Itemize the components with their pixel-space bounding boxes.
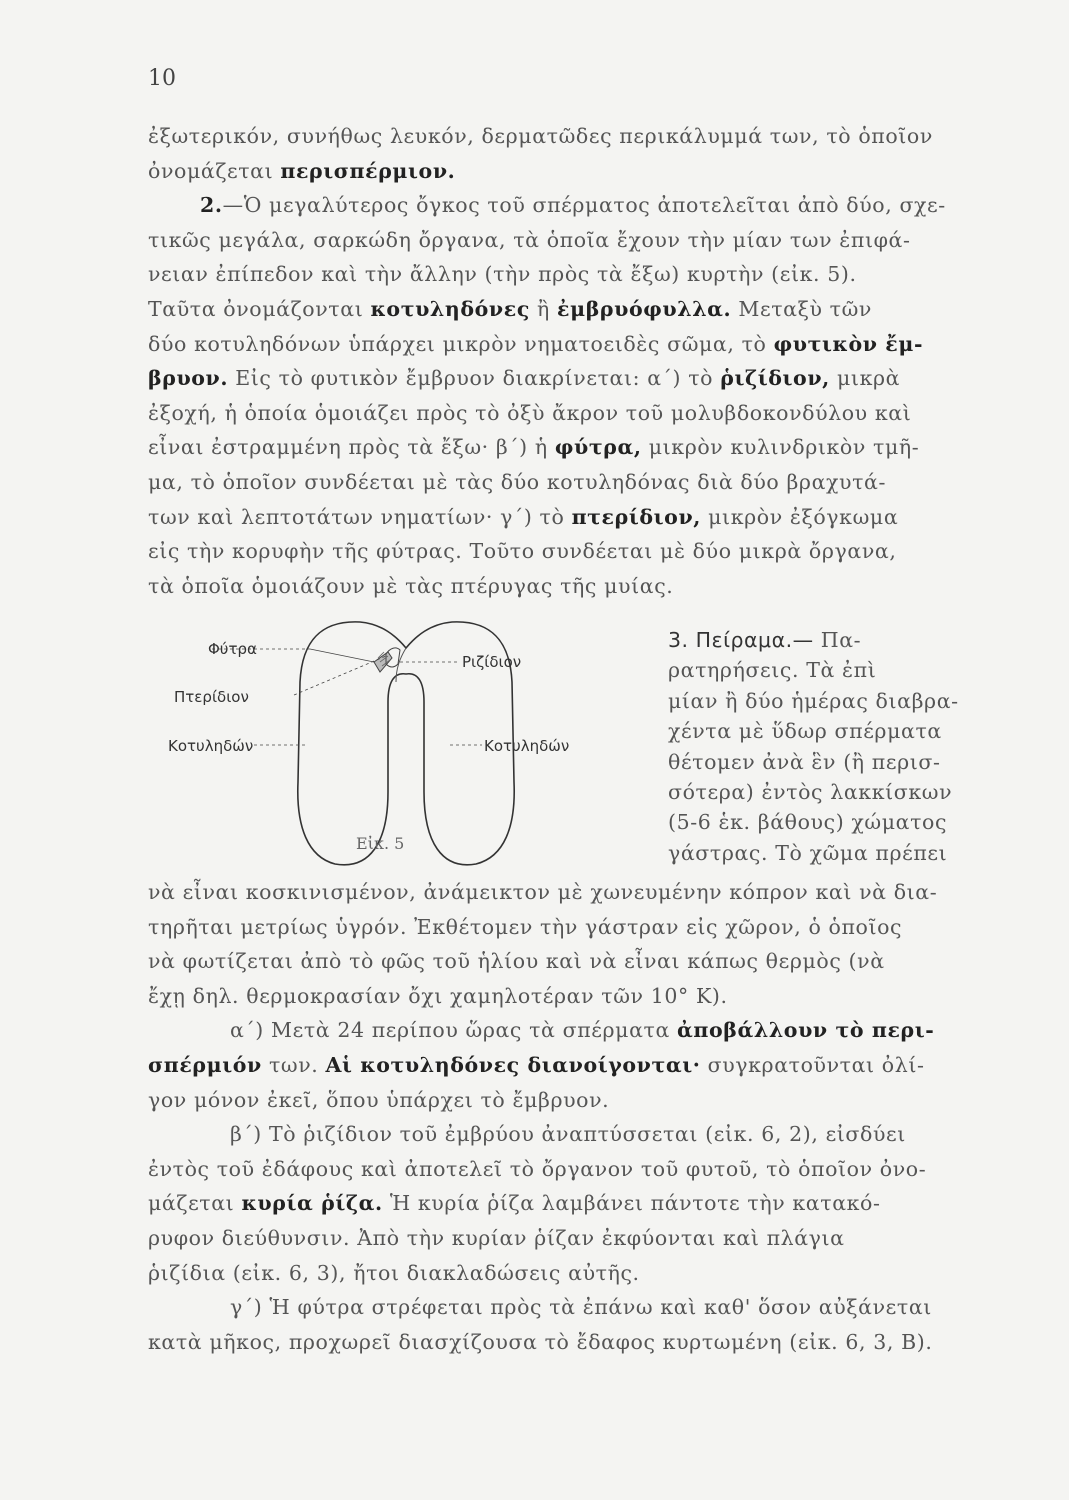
text-line xyxy=(148,1261,640,1285)
text-run: Ταῦτα ὀνομάζονται xyxy=(148,297,371,321)
text-run: των. xyxy=(261,1053,326,1077)
text-line xyxy=(230,1122,906,1146)
text-run: γ΄) Ἡ φύτρα στρέφεται πρὸς τὰ ἐπάνω καὶ καθ' ὅσον αὐξάνεται xyxy=(230,1295,932,1320)
text-line xyxy=(148,1330,933,1354)
text-run: α΄) Μετὰ 24 περίπου ὥρας τὰ σπέρματα xyxy=(230,1018,678,1043)
text-run: μίαν ἢ δύο ἡμέρας διαβρα- xyxy=(668,688,959,713)
text-run: συγκρατοῦνται ὀλί- xyxy=(700,1053,925,1077)
text-run: (5-6 ἑκ. βάθους) χώματος xyxy=(668,810,948,835)
text-line xyxy=(668,750,941,774)
text-line xyxy=(148,1157,926,1181)
label-kotyledon-right: Κοτυληδών xyxy=(484,737,570,755)
text-run: μικρὰ xyxy=(829,366,901,391)
bold-term: ἀποβάλλουν τὸ περι- xyxy=(677,1018,935,1043)
text-run: νὰ φωτίζεται ἀπὸ τὸ φῶς τοῦ ἡλίου καὶ νὰ εἶναι κάπως θερμὸς (νὰ xyxy=(148,949,885,974)
text-run: γάστρας. Τὸ χῶμα πρέπει xyxy=(668,840,948,865)
text-line xyxy=(148,332,923,356)
text-line xyxy=(668,841,947,865)
text-run: ἔχῃ δηλ. θερμοκρασίαν ὄχι χαμηλοτέραν τῶν 10° Κ). xyxy=(148,983,728,1008)
text-line xyxy=(148,159,455,183)
text-run: χέντα μὲ ὕδωρ σπέρματα xyxy=(668,719,942,744)
bold-term: κοτυληδόνες xyxy=(370,297,530,321)
section-heading: 3. Πείραμα.— xyxy=(668,628,814,652)
bold-term: περισπέρμιον. xyxy=(280,158,456,183)
text-line xyxy=(148,1191,881,1215)
text-line xyxy=(668,719,942,743)
text-run: Πα- xyxy=(813,628,862,652)
label-rizidion: Ριζίδιον xyxy=(462,653,522,671)
text-run: νειαν ἐπίπεδον καὶ τὴν ἄλλην (τὴν πρὸς τὰ ἔξω) κυρτὴν (εἰκ. 5). xyxy=(148,262,857,287)
text-run: εἰς τὴν κορυφὴν τῆς φύτρας. Τοῦτο συνδέεται μὲ δύο μικρὰ ὄργανα, xyxy=(148,539,897,564)
text-run: ῥιζίδια (εἰκ. 6, 3), ἤτοι διακλαδώσεις αὐτῆς. xyxy=(148,1260,640,1285)
seed-embryo-figure xyxy=(160,612,640,874)
text-line xyxy=(148,1226,845,1250)
text-line xyxy=(148,297,872,321)
text-run: Ἡ κυρία ῥίζα λαμβάνει πάντοτε τὴν κατακό- xyxy=(382,1191,881,1216)
text-line xyxy=(148,574,673,598)
text-line xyxy=(668,689,959,713)
bold-term: φυτικὸν ἔμ- xyxy=(773,331,924,356)
text-run: μικρὸν ἐξόγκωμα xyxy=(701,504,899,529)
text-line xyxy=(200,193,946,217)
text-run: τηρῆται μετρίως ὑγρόν. Ἐκθέτομεν τὴν γάστραν εἰς χῶρον, ὁ ὁποῖος xyxy=(148,914,903,939)
text-run: Εἰς τὸ φυτικὸν ἔμβρυον διακρίνεται: α΄) τὸ xyxy=(228,366,721,391)
text-run: κατὰ μῆκος, προχωρεῖ διασχίζουσα τὸ ἔδαφος κυρτωμένη (εἰκ. 6, 3, Β). xyxy=(148,1329,933,1354)
text-run: μικρὸν κυλινδρικὸν τμῆ- xyxy=(641,435,920,460)
bold-term: πτερίδιον, xyxy=(571,504,702,529)
bold-term: 2. xyxy=(200,193,223,218)
label-phytra: Φύτρα xyxy=(208,640,257,658)
text-run: τὰ ὁποῖα ὁμοιάζουν μὲ τὰς πτέρυγας τῆς μυίας. xyxy=(148,573,674,598)
page-number: 10 xyxy=(148,66,176,91)
text-line xyxy=(148,949,885,973)
text-line xyxy=(668,810,947,834)
text-line xyxy=(668,780,952,804)
label-kotyledon-left: Κοτυληδών xyxy=(168,737,254,755)
text-line xyxy=(148,435,919,459)
label-pteridion: Πτερίδιον xyxy=(174,688,249,706)
text-run: σότερα) ἐντὸς λακκίσκων xyxy=(668,780,953,804)
text-line xyxy=(230,1018,934,1042)
figure-caption: Εἰκ. 5 xyxy=(356,834,405,853)
text-line xyxy=(148,984,728,1008)
bold-term: κυρία ῥίζα. xyxy=(241,1191,383,1216)
text-run: β΄) Τὸ ῥιζίδιον τοῦ ἐμβρύου ἀναπτύσσεται (εἰκ. 6, 2), εἰσδύει xyxy=(230,1122,906,1147)
text-line xyxy=(668,658,876,682)
text-line xyxy=(148,1053,925,1077)
text-run: θέτομεν ἀνὰ ἓν (ἢ περισ- xyxy=(668,749,941,774)
text-run: ὀνομάζεται xyxy=(148,158,281,183)
text-line xyxy=(148,228,911,252)
text-run: ἐξοχή, ἡ ὁποία ὁμοιάζει πρὸς τὸ ὀξὺ ἄκρον τοῦ μολυβδοκονδύλου καὶ xyxy=(148,400,912,425)
bold-term: σπέρμιόν xyxy=(148,1053,262,1077)
text-line xyxy=(230,1295,932,1319)
text-line xyxy=(148,366,900,390)
text-run: ἐξωτερικόν, συνήθως λευκόν, δερματῶδες περικάλυμμά των, τὸ ὁποῖον xyxy=(148,124,933,148)
text-run: των καὶ λεπτοτάτων νηματίων· γ΄) τὸ xyxy=(148,504,572,529)
bold-term: φύτρα, xyxy=(554,435,642,460)
text-line xyxy=(148,505,898,529)
text-run: ρατηρήσεις. Τὰ ἐπὶ xyxy=(668,658,877,683)
text-run: γον μόνον ἐκεῖ, ὅπου ὑπάρχει τὸ ἔμβρυον. xyxy=(148,1087,610,1112)
text-run: —Ὁ μεγαλύτερος ὄγκος τοῦ σπέρματος ἀποτελεῖται ἀπὸ δύο, σχε- xyxy=(222,193,946,218)
text-run: ἐντὸς τοῦ ἐδάφους καὶ ἀποτελεῖ τὸ ὄργανον τοῦ φυτοῦ, τὸ ὁποῖον ὀνο- xyxy=(148,1156,927,1181)
text-line xyxy=(148,124,933,148)
text-run: τικῶς μεγάλα, σαρκώδη ὄργανα, τὰ ὁποῖα ἔχουν τὴν μίαν των ἐπιφά- xyxy=(148,227,911,252)
text-line xyxy=(148,262,857,286)
text-run: ἢ xyxy=(529,297,558,321)
text-run: ρυφον διεύθυνσιν. Ἀπὸ τὴν κυρίαν ῥίζαν ἐκφύονται καὶ πλάγια xyxy=(148,1226,845,1250)
bold-term: ῥιζίδιον, xyxy=(720,366,830,391)
bold-term: ἐμβρυόφυλλα. xyxy=(557,297,732,321)
text-run: Μεταξὺ τῶν xyxy=(731,297,872,321)
text-line xyxy=(668,628,861,652)
text-line xyxy=(148,880,937,904)
text-line xyxy=(148,470,886,494)
text-run: νὰ εἶναι κοσκινισμένον, ἀνάμεικτον μὲ χωνευμένην κόπρον καὶ νὰ δια- xyxy=(148,880,938,904)
text-line xyxy=(148,915,902,939)
bold-term: βρυον. xyxy=(148,366,229,391)
bold-term: Αἱ κοτυληδόνες διανοίγονται· xyxy=(325,1053,701,1077)
text-line xyxy=(148,539,896,563)
text-run: εἶναι ἐστραμμένη πρὸς τὰ ἔξω· β΄) ἡ xyxy=(148,435,555,460)
text-run: μα, τὸ ὁποῖον συνδέεται μὲ τὰς δύο κοτυληδόνας διὰ δύο βραχυτά- xyxy=(148,470,887,494)
text-run: μάζεται xyxy=(148,1191,242,1216)
text-run: δύο κοτυληδόνων ὑπάρχει μικρὸν νηματοειδὲς σῶμα, τὸ xyxy=(148,331,774,356)
text-line xyxy=(148,401,911,425)
text-line xyxy=(148,1088,609,1112)
